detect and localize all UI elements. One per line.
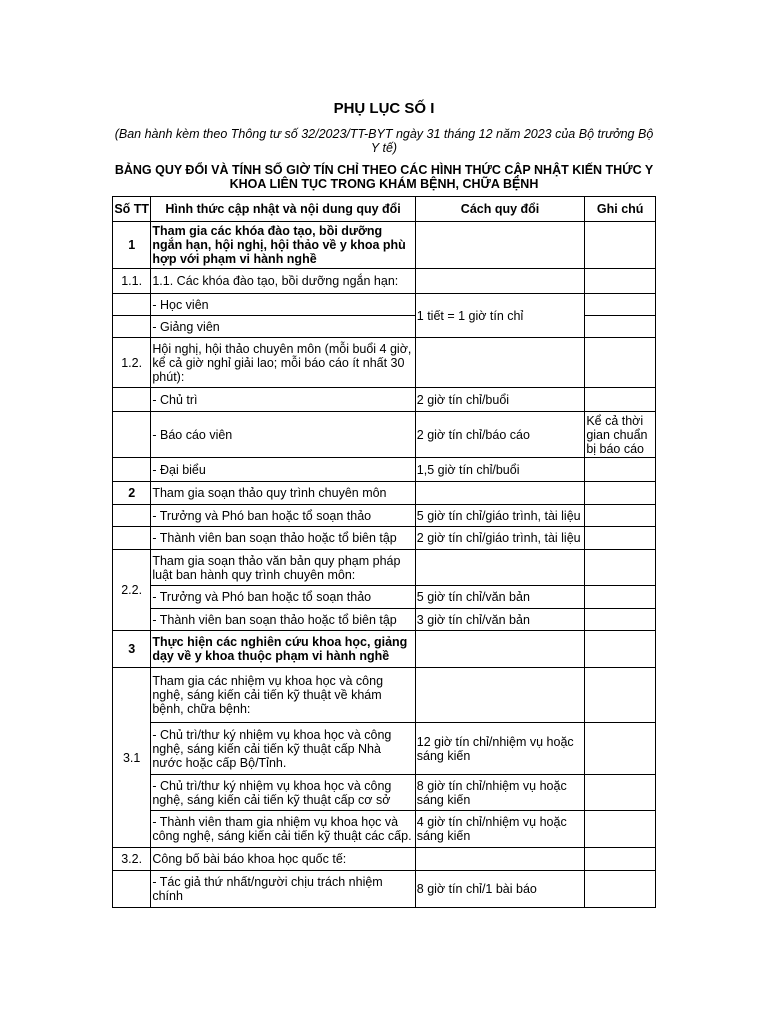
row-content: - Thành viên ban soạn thảo hoặc tổ biên tập [151,609,415,631]
row-number: 3.2. [113,848,151,871]
row-note [585,482,656,505]
row-content: - Chủ trì/thư ký nhiệm vụ khoa học và công nghệ, sáng kiến cải tiến kỹ thuật cấp Nhà nước hoặc cấp Bộ/Tỉnh. [151,723,415,775]
table-row [113,609,656,631]
row-note: Kể cả thời gian chuẩn bị báo cáo [585,412,656,458]
row-number: 2.2. [113,550,151,631]
row-number [113,388,151,412]
header-note: Ghi chú [585,197,656,222]
row-note [585,723,656,775]
row-content: - Trưởng và Phó ban hoặc tổ soạn thảo [151,505,415,527]
table-row [113,269,656,294]
header-no: Số TT [113,197,151,222]
table-heading: BẢNG QUY ĐỔI VÀ TÍNH SỐ GIỜ TÍN CHỈ THEO CÁC HÌNH THỨC CẬP NHẬT KIẾN THỨC Y KHOA LIÊN TỤC TRONG KHÁM BỆNH, CHỮA BỆNH [114,163,654,191]
row-note [585,222,656,269]
table-row [113,482,656,505]
row-conversion: 12 giờ tín chỉ/nhiệm vụ hoặc sáng kiến [415,723,585,775]
table-row [113,775,656,811]
row-content: Tham gia soạn thảo quy trình chuyên môn [151,482,415,505]
row-conversion [415,631,585,668]
document-subtitle: (Ban hành kèm theo Thông tư số 32/2023/TT-BYT ngày 31 tháng 12 năm 2023 của Bộ trưởng Bộ Y tế) [114,127,654,155]
row-note [585,388,656,412]
row-content: - Thành viên tham gia nhiệm vụ khoa học và công nghệ, sáng kiến cải tiến kỹ thuật các cấp. [151,811,415,848]
row-note [585,294,656,316]
row-conversion: 5 giờ tín chỉ/giáo trình, tài liệu [415,505,585,527]
row-content: Tham gia các khóa đào tạo, bồi dưỡng ngắn hạn, hội nghị, hội thảo về y khoa phù hợp với phạm vi hành nghề [151,222,415,269]
row-number [113,527,151,550]
row-number: 3.1 [113,668,151,848]
row-number [113,412,151,458]
row-content: Tham gia các nhiệm vụ khoa học và công nghệ, sáng kiến cải tiến kỹ thuật về khám bệnh, chữa bệnh: [151,668,415,723]
row-content: - Học viên [151,294,415,316]
row-conversion [415,338,585,388]
table-row [113,458,656,482]
row-content: - Tác giả thứ nhất/người chịu trách nhiệm chính [151,871,415,908]
row-conversion [415,222,585,269]
row-conversion [415,668,585,723]
row-note [585,848,656,871]
row-note [585,458,656,482]
row-number: 3 [113,631,151,668]
row-content: Tham gia soạn thảo văn bản quy phạm pháp luật ban hành quy trình chuyên môn: [151,550,415,586]
row-number: 1 [113,222,151,269]
row-content: - Báo cáo viên [151,412,415,458]
row-number: 1.1. [113,269,151,294]
table-row [113,505,656,527]
row-note [585,871,656,908]
table-row [113,723,656,775]
conversion-table [112,196,656,908]
table-row [113,527,656,550]
row-conversion: 1 tiết = 1 giờ tín chỉ [415,294,585,338]
header-conversion: Cách quy đổi [415,197,585,222]
row-note [585,505,656,527]
row-note [585,586,656,609]
row-conversion: 8 giờ tín chỉ/nhiệm vụ hoặc sáng kiến [415,775,585,811]
row-number [113,316,151,338]
table-row [113,631,656,668]
row-content: - Chủ trì [151,388,415,412]
row-note [585,527,656,550]
row-number [113,505,151,527]
row-note [585,550,656,586]
row-conversion [415,550,585,586]
table-row [113,338,656,388]
table-row [113,294,656,316]
table-header-row [113,197,656,222]
row-conversion [415,482,585,505]
row-note [585,338,656,388]
table-row [113,388,656,412]
row-conversion [415,269,585,294]
row-note [585,775,656,811]
row-content: 1.1. Các khóa đào tạo, bồi dưỡng ngắn hạn: [151,269,415,294]
row-note [585,269,656,294]
row-content: Hội nghị, hội thảo chuyên môn (mỗi buổi 4 giờ, kể cả giờ nghỉ giải lao; mỗi báo cáo ít nhất 30 phút): [151,338,415,388]
table-row [113,412,656,458]
table-row [113,871,656,908]
row-conversion: 2 giờ tín chỉ/báo cáo [415,412,585,458]
row-conversion: 8 giờ tín chỉ/1 bài báo [415,871,585,908]
row-content: Thực hiện các nghiên cứu khoa học, giảng dạy về y khoa thuộc phạm vi hành nghề [151,631,415,668]
row-content: - Giảng viên [151,316,415,338]
table-row [113,848,656,871]
row-content: - Chủ trì/thư ký nhiệm vụ khoa học và công nghệ, sáng kiến cải tiến kỹ thuật cấp cơ sở [151,775,415,811]
row-number [113,294,151,316]
row-note [585,631,656,668]
row-note [585,668,656,723]
row-content: - Trưởng và Phó ban hoặc tổ soạn thảo [151,586,415,609]
row-content: - Đại biểu [151,458,415,482]
row-conversion: 2 giờ tín chỉ/giáo trình, tài liệu [415,527,585,550]
row-conversion: 4 giờ tín chỉ/nhiệm vụ hoặc sáng kiến [415,811,585,848]
row-conversion: 3 giờ tín chỉ/văn bản [415,609,585,631]
row-note [585,609,656,631]
table-row [113,586,656,609]
row-conversion: 5 giờ tín chỉ/văn bản [415,586,585,609]
row-number [113,458,151,482]
row-number [113,871,151,908]
row-conversion: 2 giờ tín chỉ/buổi [415,388,585,412]
row-content: - Thành viên ban soạn thảo hoặc tổ biên tập [151,527,415,550]
row-content: Công bố bài báo khoa học quốc tế: [151,848,415,871]
table-row [113,668,656,723]
row-note [585,316,656,338]
row-conversion: 1,5 giờ tín chỉ/buổi [415,458,585,482]
page-title: PHỤ LỤC SỐ I [333,100,435,117]
header-content: Hình thức cập nhật và nội dung quy đổi [151,197,415,222]
table-row [113,550,656,586]
row-number: 1.2. [113,338,151,388]
row-conversion [415,848,585,871]
table-row [113,222,656,269]
row-note [585,811,656,848]
table-row [113,811,656,848]
row-number: 2 [113,482,151,505]
